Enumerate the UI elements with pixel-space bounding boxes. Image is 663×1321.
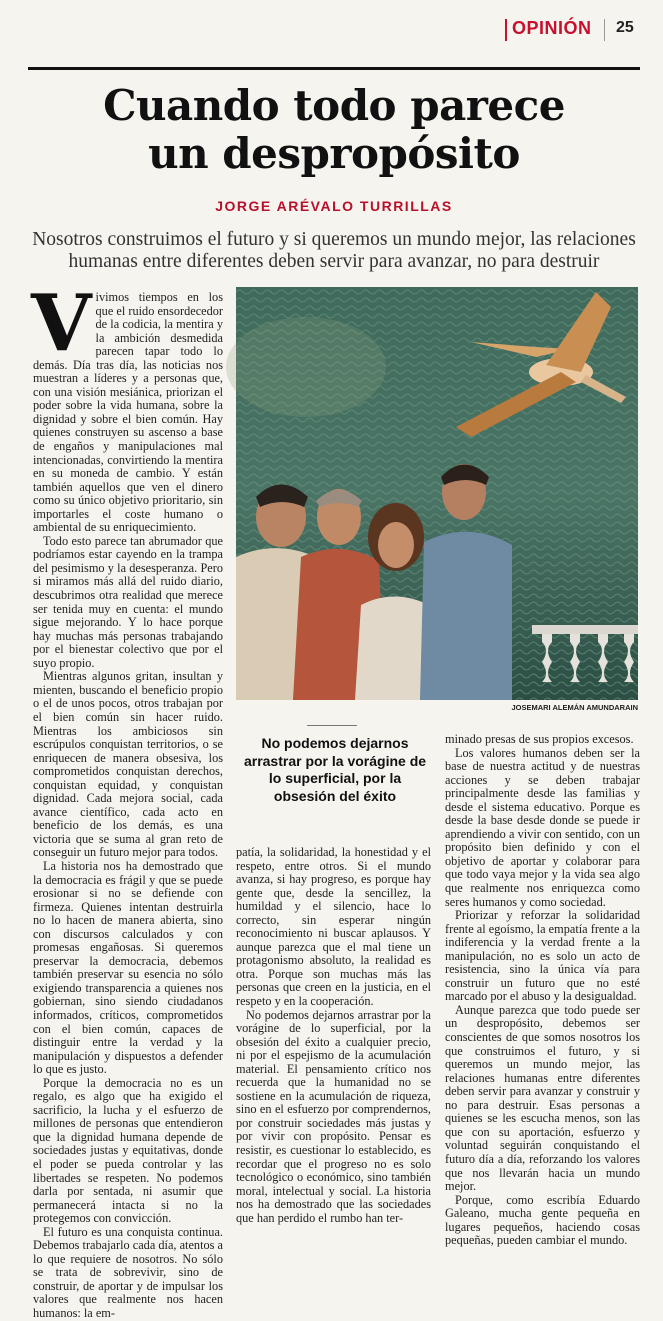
pull-quote: No podemos dejarnos arrastrar por la vorágine de lo superficial, por la obsesión del éxito (243, 735, 427, 804)
paragraph: Vivimos tiempos en los que el ruido ensordecedor de la codicia, la mentira y la ambición desmedida parecen tapar todo lo demás. Día tras día, las noticias nos muestran a líderes y a personas que, con una visión mesiánica, priorizan el poder sobre la vida humana, sobre la dignidad y sobre el bien común. Hay quienes construyen su ascenso a base de engaños y manipulaciones mal intencionadas, convirtiendo la mentira en su moneda de cambio. Y están también aquellos que ven el dinero como su único objetivo prioritario, sin importarles el coste humano o ambiental de su enriquecimiento. (31, 278, 223, 535)
paragraph: Aunque parezca que todo puede ser un despropósito, debemos ser conscientes de que somos nosotros los que construimos el futuro, y si queremos un mundo mejor, las relaciones humanas entre diferentes deben servir para avanzar y construir y no para destruir. Esas personas a quienes se les escucha menos, son las que con su aportación, esfuerzo y voluntad seguirán conquistando el futuro día a día, reforzando los valores que nos llevarán hacia un mundo mejor. (445, 1002, 640, 1194)
author-byline: JORGE ARÉVALO TURRILLAS (215, 198, 453, 214)
photo-credit: JOSEMARI ALEMÁN AMUNDARAIN (511, 703, 638, 712)
headline-line-1: Cuando todo parece (103, 81, 565, 130)
paragraph: El futuro es una conquista continua. Debemos trabajarlo cada día, atentos a lo que requiere de nosotros. No sólo se trata de sobrevivir, sino de construir, de aportar y de impulsar los valores que realmente nos hacen humanos: la em- (33, 1224, 223, 1321)
paragraph: minado presas de sus propios excesos. (445, 732, 634, 746)
section-label[interactable]: OPINIÓN (512, 18, 592, 38)
paragraph: patía, la solidaridad, la honestidad y el respeto, entre otros. Si el mundo avanza, si hay progreso, es porque hay gente que, desde la sencillez, la humildad y el silencio, hace lo correcto, sin esperar ningún reconocimiento ni buscar aplausos. Y aunque parezca que el mal tiene un protagonismo absoluto, la realidad es otra. Porque son muchas más las personas que creen en la justicia, en el respeto y en la cooperación. (236, 845, 431, 1009)
article-column-1 (31, 278, 223, 1321)
article-column-2 (236, 846, 431, 1225)
paragraph: Mientras algunos gritan, insultan y mienten, buscando el beneficio propio o el de unos pocos, otros trabajan por el bien común sin hacer ruido. Mientras los ambiciosos sin escrúpulos conquistan territorios, o se enriquecen de manera obsesiva, los comprometidos conquistan derechos, conquistan equidad, y conquistan dignidad. Cada mejora social, cada avance científico, cada acto en beneficio de los demás, es una victoria que se suma al gran reto de conseguir un futuro mejor para todos. (33, 669, 223, 860)
article-headline (28, 82, 640, 178)
paragraph: La historia nos ha demostrado que la democracia es frágil y que se puede erosionar si no se defiende con firmeza. Quienes intentan destruirla no lo hacen de manera abierta, sino con discursos calculados y con promesas engañosas. Si queremos preservar la democracia, debemos también preservar su esencia no sólo exigiendo transparencia a quienes nos gobiernan, sino siendo ciudadanos informados, críticos, comprometidos con el bien común, capaces de distinguir entre la verdad y la manipulación y dispuestos a defender lo que es justo. (33, 858, 223, 1077)
drop-cap: V (31, 278, 92, 369)
paragraph: No podemos dejarnos arrastrar por la vorágine de lo superficial, por la obsesión del éxito a cualquier precio, ni por el espejismo de la acumulación material. El pensamiento crítico nos recuerda que la humanidad no se sostiene en la acumulación de riqueza, sino en el esfuerzo por comprendernos, por construir sociedades más justas y por vivir con propósito. Pensar es resistir, es cuestionar lo establecido, es recordar que el progreso no es solo tecnológico o económico, sino también moral, intelectual y social. La historia nos ha demostrado que las sociedades que han perdido el rumbo han ter- (236, 1007, 431, 1225)
paragraph: Porque, como escribía Eduardo Galeano, mucha gente pequeña en lugares pequeños, haciendo cosas pequeñas, pueden cambiar el mundo. (445, 1192, 640, 1248)
article-column-3 (445, 733, 640, 1248)
paragraph: Todo esto parece tan abrumador que podríamos estar cayendo en la trampa del pesimismo y la desesperanza. Pero si miramos más allá del ruido diario, descubrimos otra realidad que merece ser tenida muy en cuenta: el mundo sigue mejorando. Y lo hace porque hay muchas más personas trabajando por el bienestar colectivo que por el suyo propio. (33, 533, 223, 670)
article-subtitle: Nosotros construimos el futuro y si queremos un mundo mejor, las relaciones humanas entre diferentes deben servir para avanzar, no para destruir (32, 229, 636, 272)
section-separator (505, 19, 507, 41)
paragraph: Los valores humanos deben ser la base de nuestra actitud y de nuestras acciones y se deben trabajar principalmente desde las familias y desde el sistema educativo. Porque es desde la base desde donde se puede ir aprendiendo a vivir con sentido, con un propósito bien definido y con el objetivo de aportar y colaborar para que todo vaya mejor y la vida sea algo que realmente nos enriquezca como seres humanos y como sociedad. (445, 745, 640, 909)
article-photo (236, 287, 638, 700)
paragraph: Priorizar y reforzar la solidaridad frente al egoísmo, la empatía frente a la indiferencia y la verdad frente a la manipulación, no es solo un acto de resistencia, sino la única vía para construir un futuro que no esté marcado por el abuso y la desigualdad. (445, 908, 640, 1004)
pull-quote-rule (307, 725, 357, 726)
top-rule (28, 67, 640, 70)
headline-line-2: un despropósito (148, 129, 520, 178)
page-number-separator (604, 19, 605, 41)
paragraph: Porque la democracia no es un regalo, es algo que ha exigido el sacrificio, la lucha y el esfuerzo de millones de personas que entendieron que la dignidad humana depende de sociedades justas y equitativas, donde el poder se pueda controlar y las libertades se respeten. No podemos darla por sentada, ni asumir que permanecerá intacta si no la protegemos con convicción. (33, 1075, 223, 1226)
page-number: 25 (616, 19, 634, 36)
